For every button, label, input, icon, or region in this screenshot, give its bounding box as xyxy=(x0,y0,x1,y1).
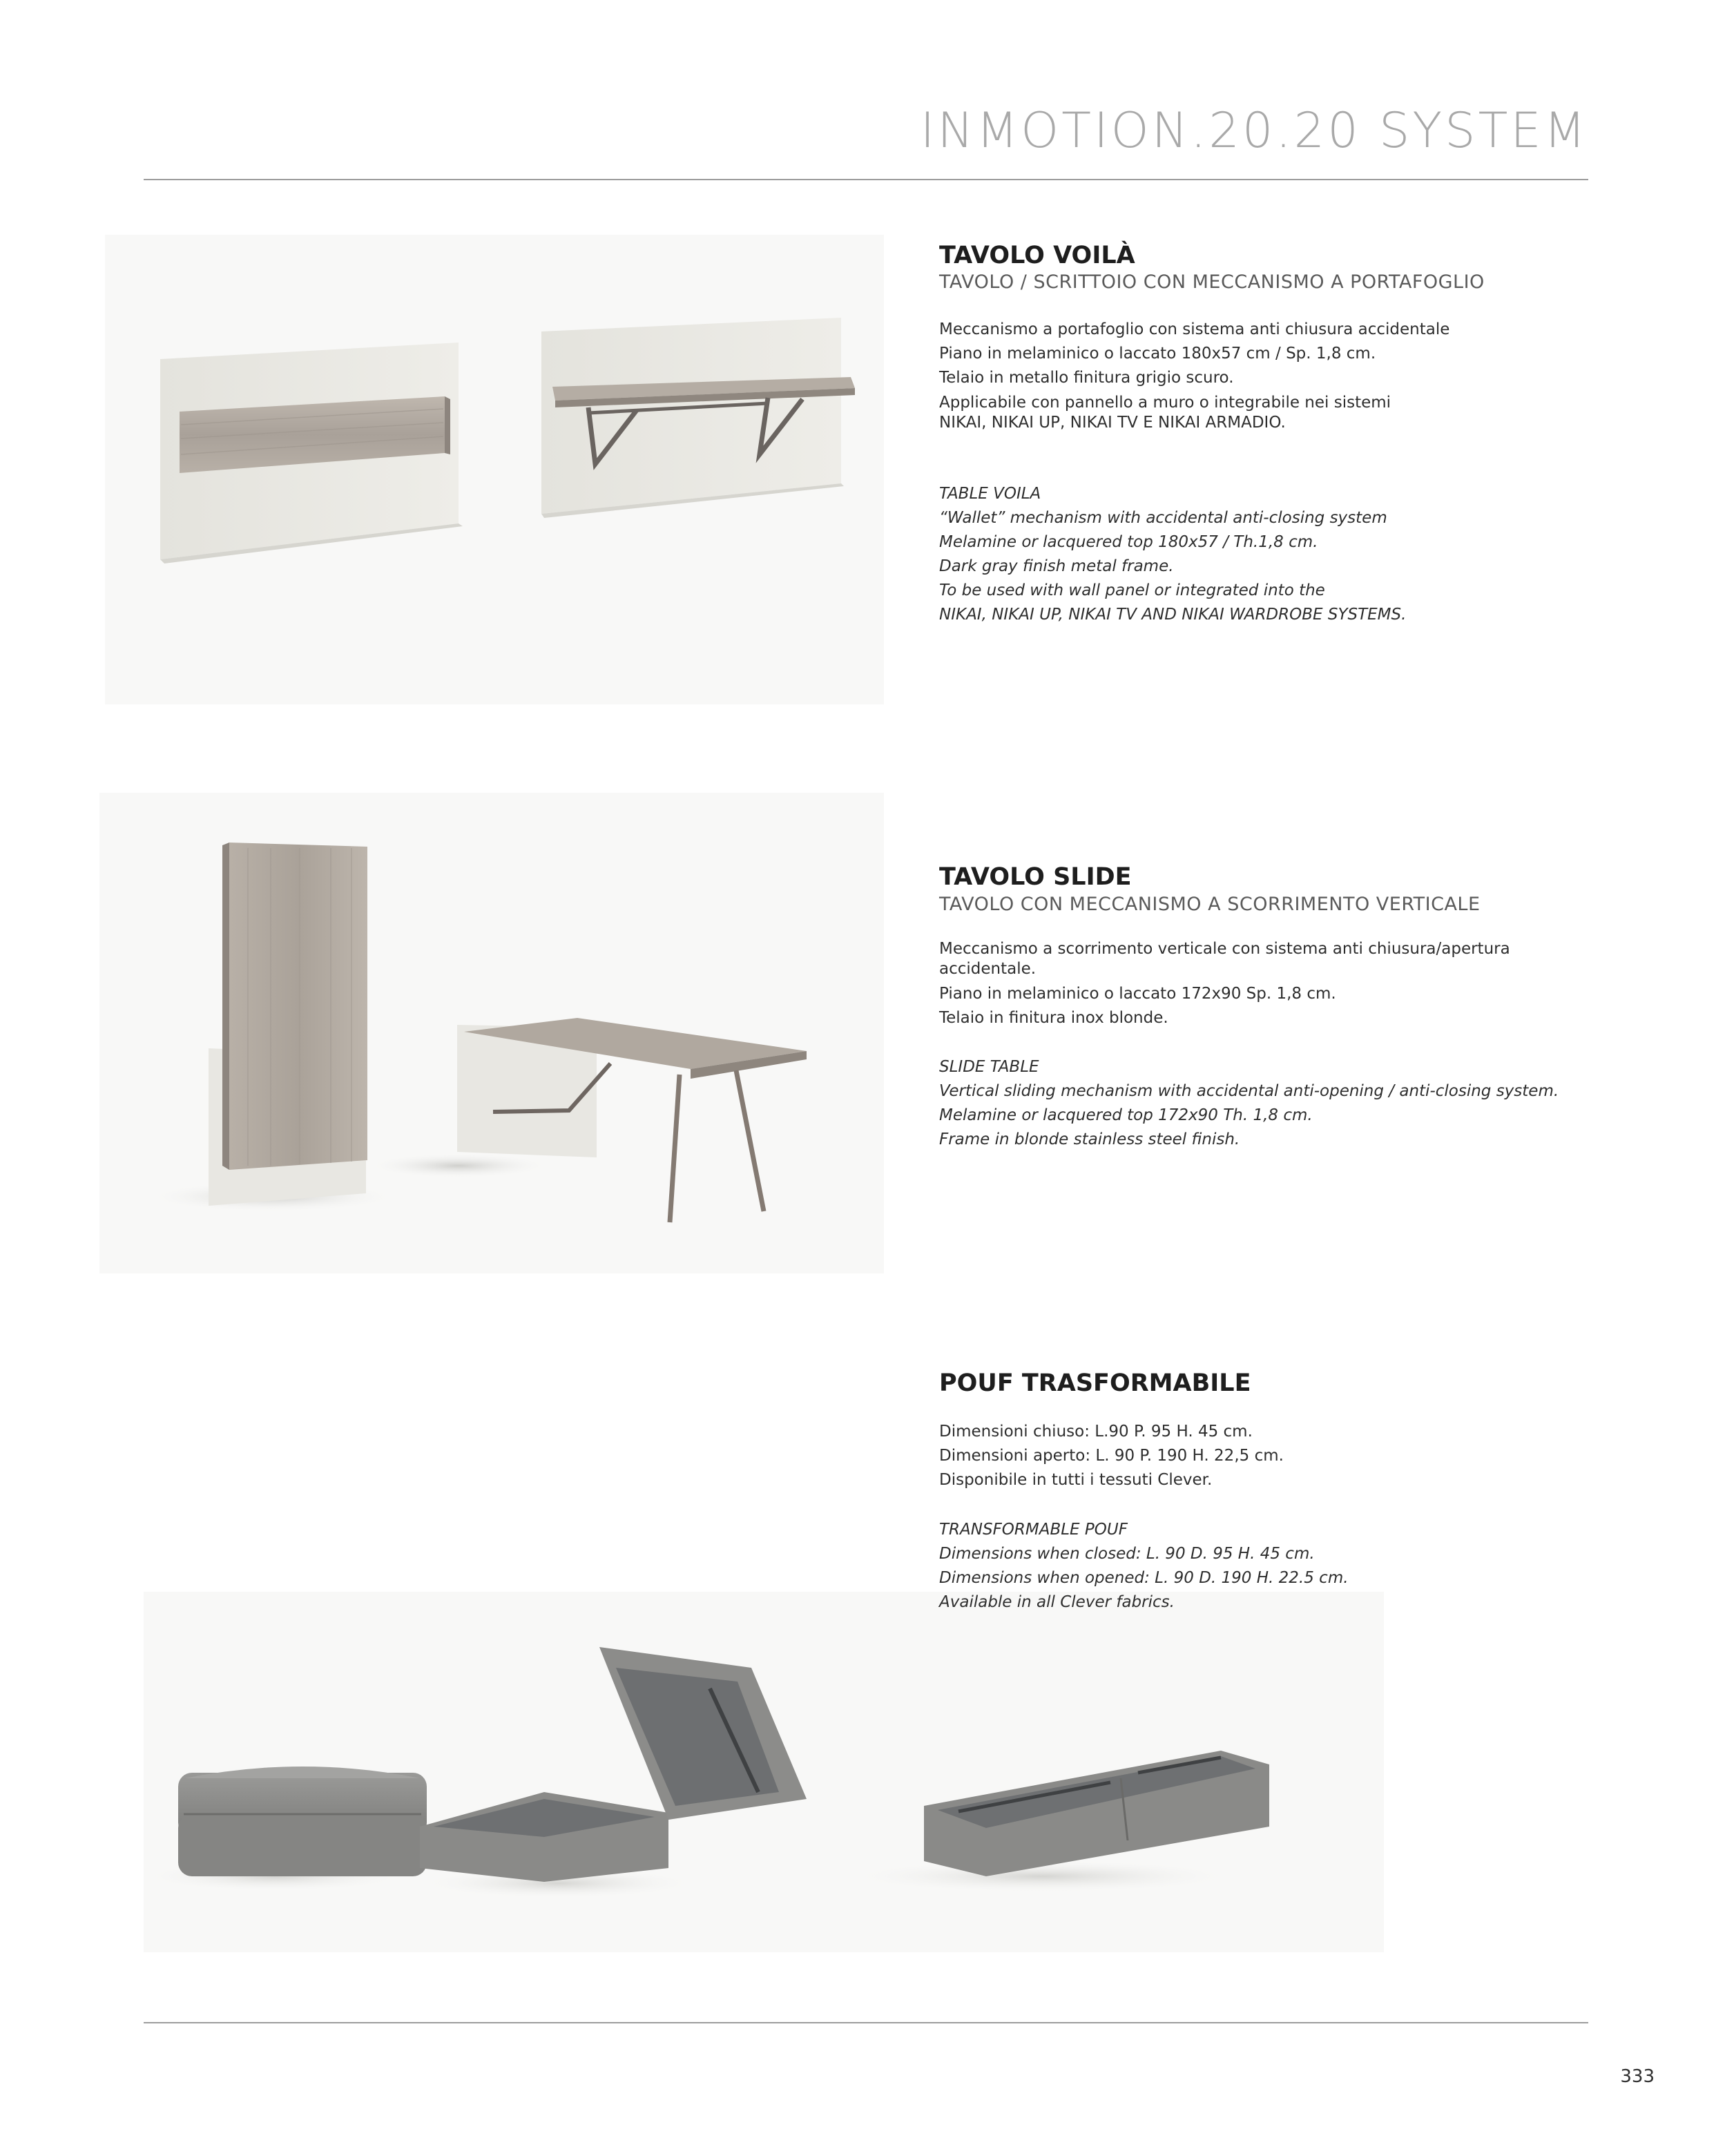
description-line: Available in all Clever fabrics. xyxy=(939,1593,1175,1611)
section-description-en xyxy=(939,1518,1602,1615)
description-line: Melamine or lacquered top 180x57 / Th.1,8 cm. xyxy=(939,533,1318,551)
description-line: Telaio in metallo finitura grigio scuro. xyxy=(939,369,1234,387)
description-line: Disponibile in tutti i tessuti Clever. xyxy=(939,1471,1213,1489)
description-line: TRANSFORMABLE POUF xyxy=(939,1521,1128,1539)
description-line: SLIDE TABLE xyxy=(939,1058,1039,1076)
section-title: TAVOLO SLIDE xyxy=(939,863,1132,891)
description-line: Applicabile con pannello a muro o integrabile nei sistemi NIKAI, NIKAI UP, NIKAI TV E NIKAI ARMADIO. xyxy=(939,394,1391,432)
page-number: 333 xyxy=(1620,2066,1655,2087)
description-line: Piano in melaminico o laccato 180x57 cm / Sp. 1,8 cm. xyxy=(939,345,1376,363)
description-line: Frame in blonde stainless steel finish. xyxy=(939,1130,1240,1148)
description-line: Melamine or lacquered top 172x90 Th. 1,8 cm. xyxy=(939,1106,1313,1124)
description-line: Meccanismo a portafoglio con sistema anti chiusura accidentale xyxy=(939,320,1450,338)
section-subtitle: TAVOLO / SCRITTOIO CON MECCANISMO A PORTAFOGLIO xyxy=(939,271,1485,293)
description-line: “Wallet” mechanism with accidental anti-closing system xyxy=(939,509,1387,527)
footer-divider xyxy=(144,2022,1588,2023)
section-description-it xyxy=(939,939,1602,1030)
section-description-it xyxy=(939,318,1602,433)
section-title: POUF TRASFORMABILE xyxy=(939,1369,1251,1397)
section-title: TAVOLO VOILÀ xyxy=(939,242,1135,269)
header-divider xyxy=(144,179,1588,180)
section-description-en xyxy=(939,482,1602,627)
description-line: Dark gray finish metal frame. xyxy=(939,557,1174,575)
description-line: Piano in melaminico o laccato 172x90 Sp. 1,8 cm. xyxy=(939,985,1336,1003)
description-line: Dimensioni chiuso: L.90 P. 95 H. 45 cm. xyxy=(939,1423,1253,1441)
tavolo-slide-photo xyxy=(99,793,884,1273)
description-line: To be used with wall panel or integrated into the xyxy=(939,581,1325,599)
description-line: Telaio in finitura inox blonde. xyxy=(939,1009,1168,1027)
page-header-title: INMOTION.20.20 SYSTEM xyxy=(920,102,1588,159)
description-line: Dimensions when opened: L. 90 D. 190 H. 22.5 cm. xyxy=(939,1569,1349,1587)
description-line: TABLE VOILA xyxy=(939,485,1041,503)
description-line: NIKAI, NIKAI UP, NIKAI TV AND NIKAI WARDROBE SYSTEMS. xyxy=(939,606,1407,624)
tavolo-voila-photo xyxy=(105,235,884,704)
description-line: Dimensioni aperto: L. 90 P. 190 H. 22,5 cm. xyxy=(939,1447,1284,1465)
description-line: Meccanismo a scorrimento verticale con sistema anti chiusura/apertura accidentale. xyxy=(939,940,1510,978)
section-description-it xyxy=(939,1420,1602,1492)
description-line: Dimensions when closed: L. 90 D. 95 H. 45 cm. xyxy=(939,1545,1315,1563)
section-subtitle: TAVOLO CON MECCANISMO A SCORRIMENTO VERTICALE xyxy=(939,894,1481,915)
section-description-en xyxy=(939,1055,1602,1152)
pouf-trasformabile-photo xyxy=(144,1592,1384,1952)
description-line: Vertical sliding mechanism with accidental anti-opening / anti-closing system. xyxy=(939,1082,1559,1100)
